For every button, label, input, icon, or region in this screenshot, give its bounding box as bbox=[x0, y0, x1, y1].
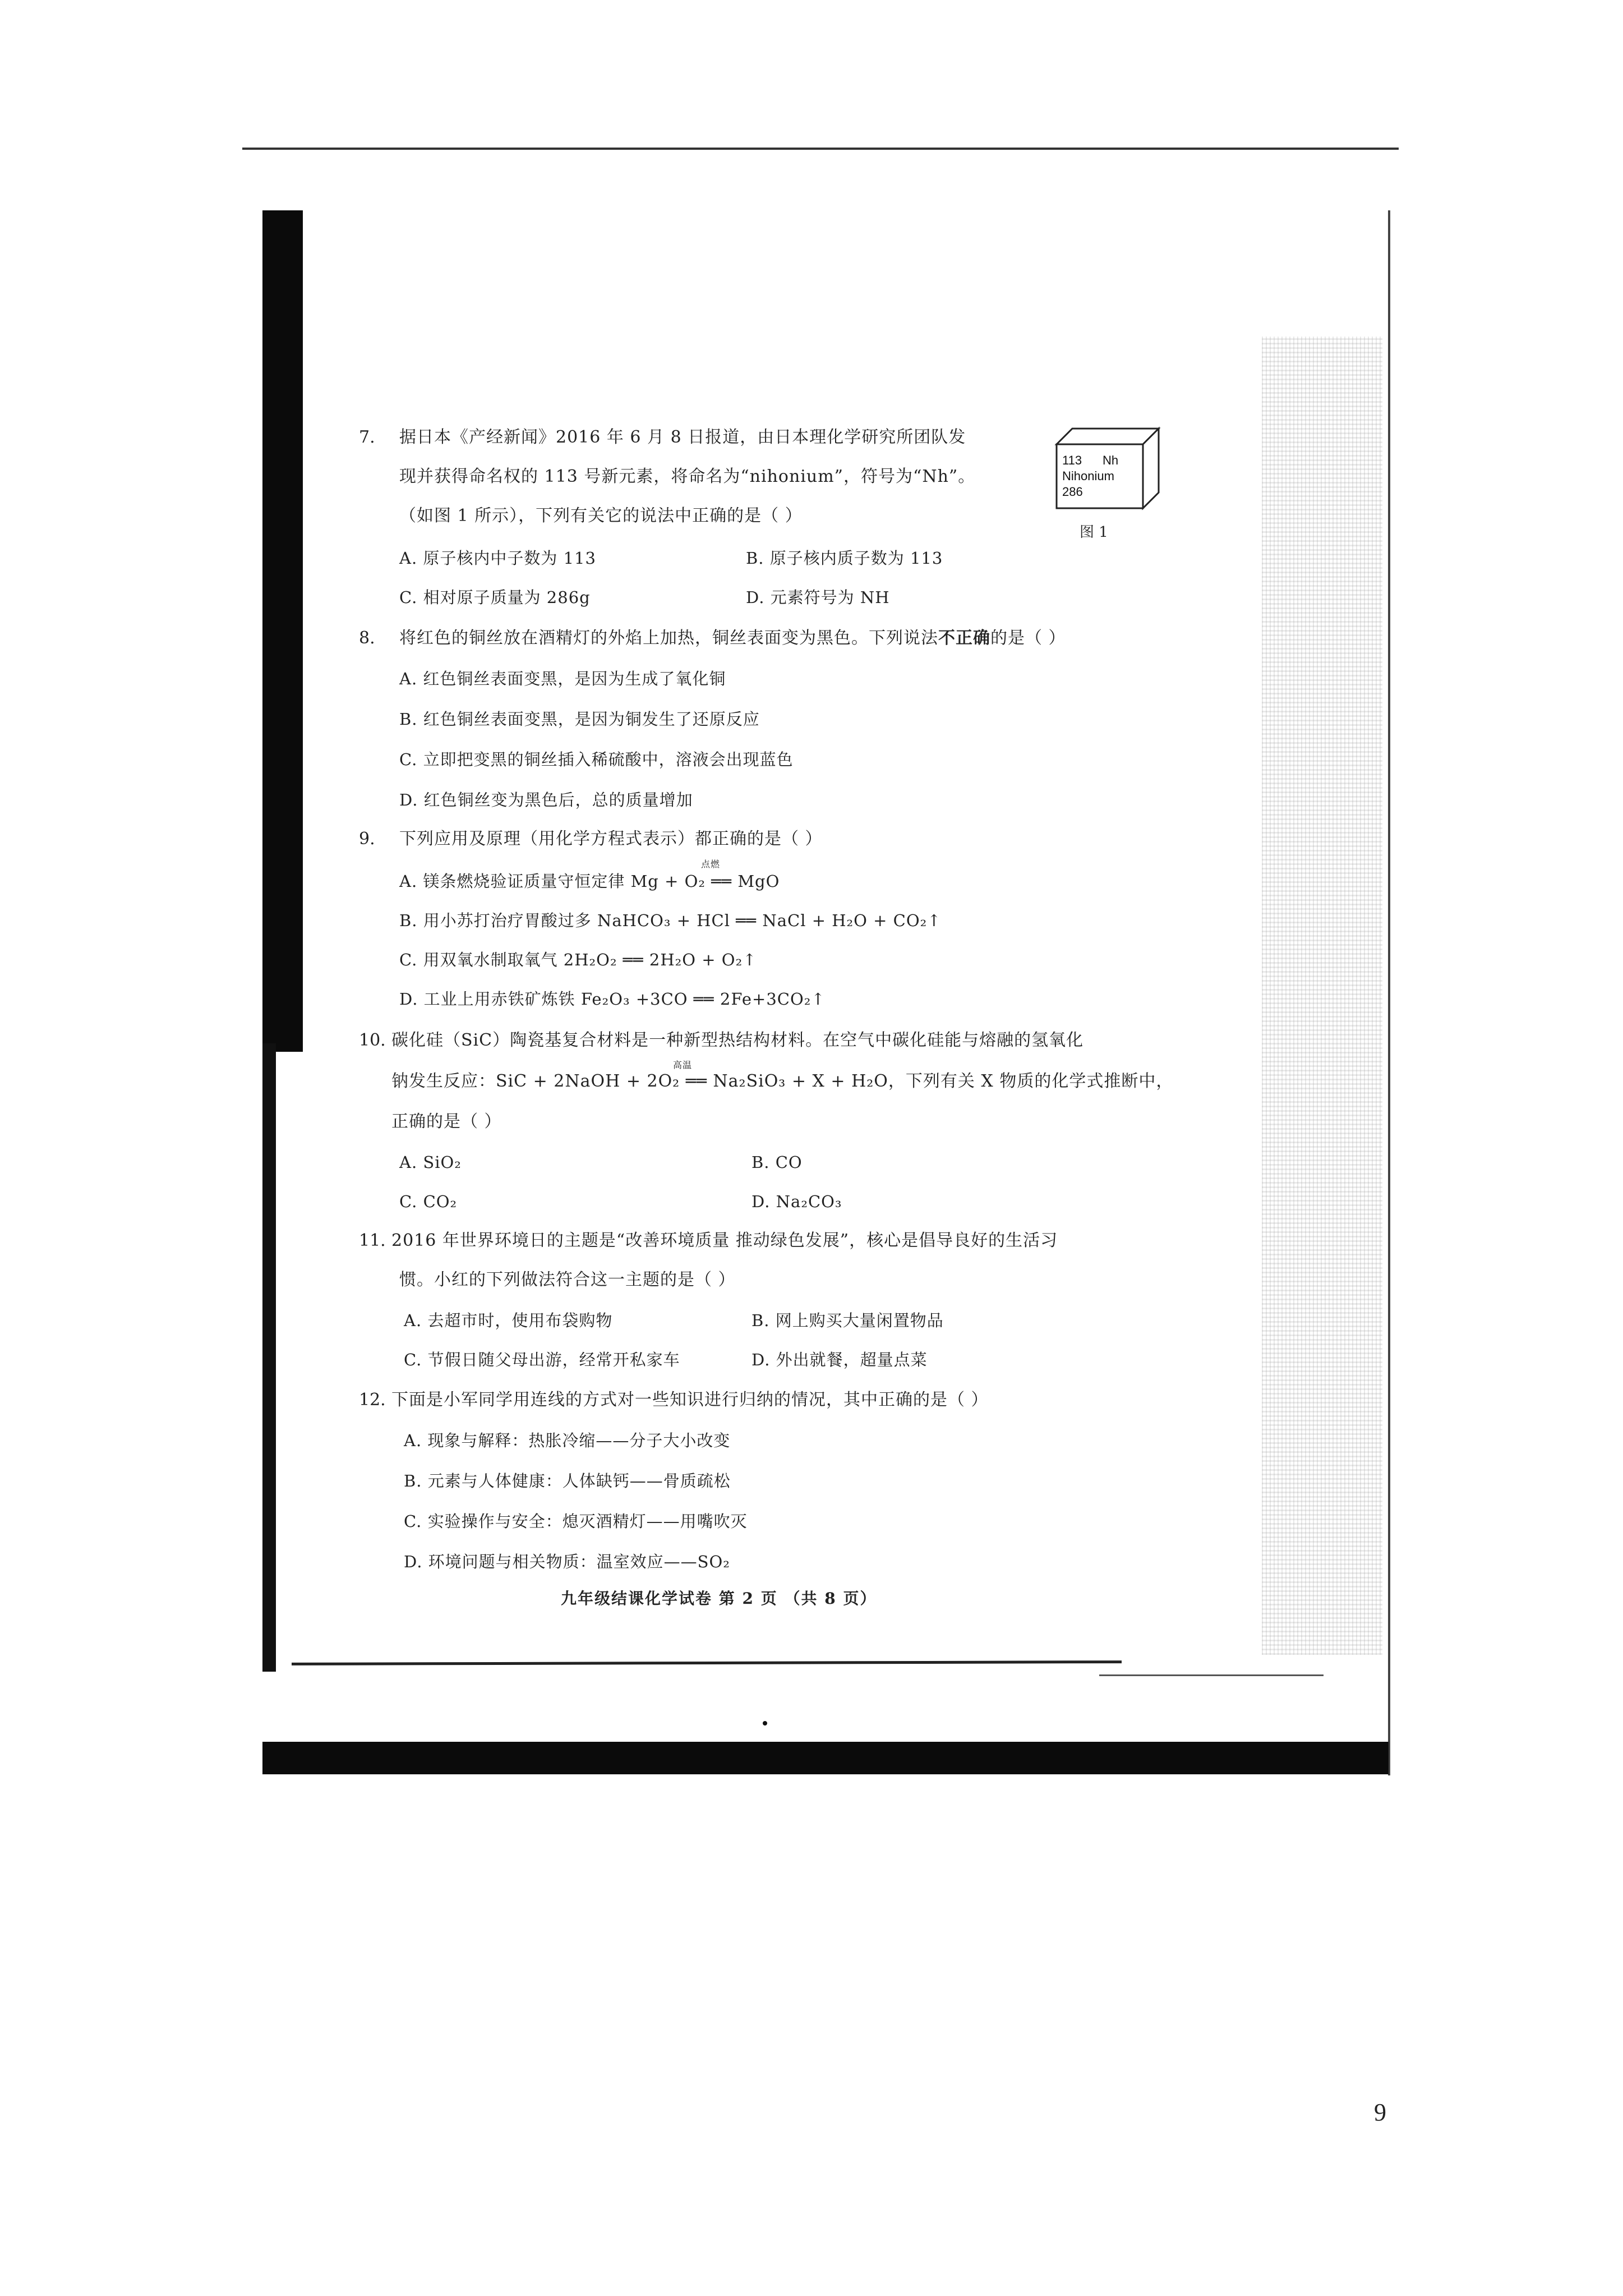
scan-shadow-left-lower bbox=[262, 1043, 276, 1672]
stem-text: 的是（ ） bbox=[990, 628, 1066, 648]
question-stem-line: （如图 1 所示），下列有关它的说法中正确的是（ ） bbox=[399, 506, 803, 526]
option-a: A. 现象与解释：热胀冷缩——分子大小改变 bbox=[404, 1431, 731, 1450]
question-number: 12. bbox=[359, 1390, 386, 1410]
element-symbol: Nh bbox=[1103, 453, 1119, 467]
option-b: B. 网上购买大量闲置物品 bbox=[751, 1311, 944, 1330]
option-d: D. Na₂CO₃ bbox=[751, 1192, 842, 1211]
question-stem-line: 据日本《产经新闻》2016 年 6 月 8 日报道，由日本理化学研究所团队发 bbox=[399, 427, 966, 447]
option-b: B. 用小苏打治疗胃酸过多 NaHCO₃ + HCl ══ NaCl + H₂O + CO₂↑ bbox=[399, 911, 942, 930]
stem-emphasis: 不正确 bbox=[938, 628, 990, 648]
option-a: A. SiO₂ bbox=[399, 1153, 462, 1172]
reaction-condition: 点燃 bbox=[701, 859, 721, 869]
option-b: B. 元素与人体健康：人体缺钙——骨质疏松 bbox=[404, 1471, 731, 1490]
option-c: C. 立即把变黑的铜丝插入稀硫酸中，溶液会出现蓝色 bbox=[399, 750, 794, 769]
stem-text: 将红色的铜丝放在酒精灯的外焰上加热，铜丝表面变为黑色。下列说法 bbox=[399, 628, 938, 648]
element-cube-figure bbox=[1054, 426, 1161, 510]
question-number: 10. bbox=[359, 1030, 386, 1050]
question-stem-line: 钠发生反应：SiC + 2NaOH + 2O₂ ══ Na₂SiO₃ + X + H₂O，下列有关 X 物质的化学式推断中， bbox=[391, 1071, 1174, 1091]
question-stem-line: 下列应用及原理（用化学方程式表示）都正确的是（ ） bbox=[399, 829, 823, 849]
option-a: A. 红色铜丝表面变黑，是因为生成了氧化铜 bbox=[399, 669, 726, 688]
option-d: D. 红色铜丝变为黑色后，总的质量增加 bbox=[399, 790, 693, 809]
question-number: 8. bbox=[359, 628, 375, 648]
option-c: C. 用双氧水制取氧气 2H₂O₂ ══ 2H₂O + O₂↑ bbox=[399, 950, 757, 969]
element-name: Nihonium bbox=[1062, 469, 1114, 483]
option-a: A. 原子核内中子数为 113 bbox=[399, 549, 596, 568]
option-c: C. 节假日随父母出游，经常开私家车 bbox=[404, 1350, 680, 1369]
option-c: C. 相对原子质量为 286g bbox=[399, 588, 591, 607]
scan-edge-right bbox=[1388, 210, 1390, 1775]
option-d: D. 外出就餐，超量点菜 bbox=[751, 1350, 928, 1369]
option-a: A. 去超市时，使用布袋购物 bbox=[404, 1311, 613, 1330]
option-a: A. 镁条燃烧验证质量守恒定律 Mg + O₂ ══ MgO bbox=[399, 872, 780, 891]
top-rule bbox=[242, 148, 1399, 150]
option-b: B. 原子核内质子数为 113 bbox=[746, 549, 943, 568]
option-d: D. 环境问题与相关物质：温室效应——SO₂ bbox=[404, 1552, 730, 1571]
scan-edge-bottom-right bbox=[1099, 1674, 1324, 1676]
option-d: D. 元素符号为 NH bbox=[746, 588, 890, 607]
option-b: B. CO bbox=[751, 1153, 803, 1172]
question-stem-line bbox=[399, 627, 1066, 650]
scan-edge-bottom bbox=[292, 1660, 1122, 1665]
question-stem-line: 惯。小红的下列做法符合这一主题的是（ ） bbox=[399, 1270, 736, 1290]
option-c: C. 实验操作与安全：熄灭酒精灯——用嘴吹灭 bbox=[404, 1512, 748, 1531]
question-number: 9. bbox=[359, 829, 375, 849]
scan-dot bbox=[763, 1721, 767, 1726]
option-b: B. 红色铜丝表面变黑，是因为铜发生了还原反应 bbox=[399, 710, 760, 729]
option-c: C. CO₂ bbox=[399, 1192, 458, 1211]
question-stem-line: 碳化硅（SiC）陶瓷基复合材料是一种新型热结构材料。在空气中碳化硅能与熔融的氢氧化 bbox=[391, 1030, 1084, 1050]
scan-shadow-left bbox=[262, 210, 303, 1052]
scan-shadow-bottom bbox=[262, 1742, 1389, 1774]
page-number: 9 bbox=[1374, 2099, 1386, 2126]
question-stem-line: 正确的是（ ） bbox=[391, 1112, 502, 1131]
question-number: 11. bbox=[359, 1231, 386, 1250]
figure-caption: 图 1 bbox=[1080, 524, 1108, 541]
question-stem-line: 下面是小军同学用连线的方式对一些知识进行归纳的情况，其中正确的是（ ） bbox=[391, 1390, 989, 1410]
element-mass: 286 bbox=[1062, 485, 1083, 499]
page-footer: 九年级结课化学试卷 第 2 页 （共 8 页） bbox=[561, 1589, 877, 1608]
scan-noise bbox=[1262, 337, 1382, 1655]
question-stem-line: 现并获得命名权的 113 号新元素，将命名为“nihonium”，符号为“Nh”。 bbox=[399, 467, 976, 486]
option-d: D. 工业上用赤铁矿炼铁 Fe₂O₃ +3CO ══ 2Fe+3CO₂↑ bbox=[399, 990, 826, 1009]
question-number: 7. bbox=[359, 427, 375, 447]
question-stem-line: 2016 年世界环境日的主题是“改善环境质量 推动绿色发展”，核心是倡导良好的生活习 bbox=[391, 1231, 1058, 1250]
reaction-condition: 高温 bbox=[673, 1060, 693, 1070]
element-number: 113 bbox=[1062, 453, 1082, 467]
